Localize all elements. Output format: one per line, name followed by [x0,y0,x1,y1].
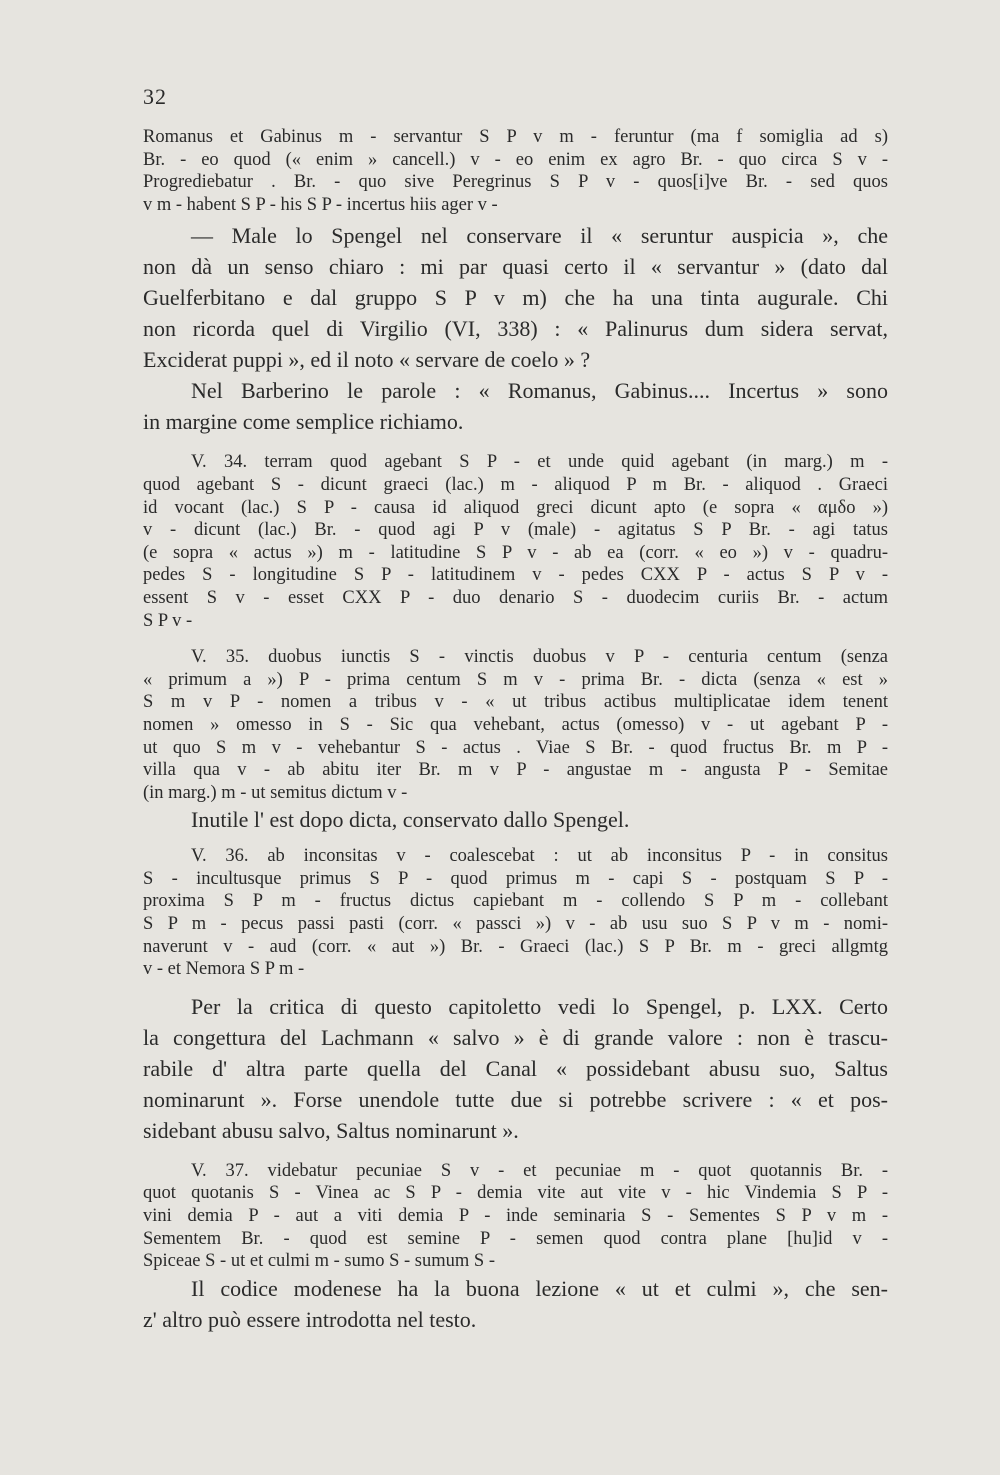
text-line: V. 37. videbatur pecuniae S v - et pecuniae m - quot quotannis Br. - [191,1160,888,1181]
text-line: non dà un senso chiaro : mi par quasi certo il « servantur » (dato dal [143,254,888,280]
text-line: naverunt v - aud (corr. « aut ») Br. - Graeci (lac.) S P Br. m - greci allgmtg [143,936,888,957]
text-line: Spiceae S - ut et culmi m - sumo S - sumum S - [143,1251,495,1272]
text-line: — Male lo Spengel nel conservare il « seruntur auspicia », che [191,223,888,249]
text-line: in margine come semplice richiamo. [143,409,464,435]
text-line: v - et Nemora S P m - [143,959,305,980]
commentary-paragraph [143,1273,888,1335]
text-line: non ricorda quel di Virgilio (VI, 338) : « Palinurus dum sidera servat, [143,316,888,342]
text-line: V. 36. ab inconsitas v - coalescebat : ut ab inconsitus P - in consitus [191,846,888,867]
text-line: S m v P - nomen a tribus v - « ut tribus actibus multiplicatae idem tenent [143,692,888,713]
text-line: V. 35. duobus iunctis S - vinctis duobus v P - centuria centum (senza [191,647,888,668]
text-line: Br. - eo quod (« enim » cancell.) v - eo enim ex agro Br. - quo circa S v - [143,149,888,170]
text-line: Progrediebatur . Br. - quo sive Peregrinus S P v - quos[i]ve Br. - sed quos [143,172,888,193]
text-line: quod agebant S - dicunt graeci (lac.) m - aliquod P m Br. - aliquod . Graeci [143,474,888,495]
text-line: nomen » omesso in S - Sic qua vehebant, actus (omesso) v - ut agebant P - [143,714,888,735]
text-line: Il codice modenese ha la buona lezione « ut et culmi », che sen- [191,1275,888,1301]
text-line: villa qua v - ab abitu iter Br. m v P - angustae m - angusta P - Semitae [143,760,888,781]
text-line: S P m - pecus passi pasti (corr. « passci ») v - ab usu suo S P v m - nomi- [143,914,888,935]
text-line: z' altro può essere introdotta nel testo. [143,1306,477,1332]
text-line: Nel Barberino le parole : « Romanus, Gabinus.... Incertus » sono [191,378,888,404]
text-line: Guelferbitano e dal gruppo S P v m) che ha una tinta augurale. Chi [143,285,888,311]
text-line: Inutile l' est dopo dicta, conservato dallo Spengel. [191,807,630,833]
text-line: Romanus et Gabinus m - servantur S P v m - feruntur (ma f somiglia ad s) [143,127,888,147]
text-line: (in marg.) m - ut semitus dictum v - [143,782,408,803]
commentary-paragraph [143,991,888,1146]
text-line: Exciderat puppi », ed il noto « servare de coelo » ? [143,347,591,373]
text-line: essent S v - esset CXX P - duo denario S - duodecim curiis Br. - actum [143,587,888,608]
text-line: quot quotanis S - Vinea ac S P - demia vite aut vite v - hic Vindemia S P - [143,1183,888,1204]
apparatus-v35 [143,646,888,804]
text-line: proxima S P m - fructus dictus capiebant m - collendo S P m - collebant [143,891,888,912]
text-line: S P v - [143,610,193,631]
text-line: Per la critica di questo capitoletto vedi lo Spengel, p. LXX. Certo [191,993,888,1019]
text-line: v m - habent S P - his S P - incertus hiis ager v - [143,194,498,215]
text-line: S - incultusque primus S P - quod primus m - capi S - postquam S P - [143,868,888,889]
commentary-paragraph [143,375,888,437]
commentary-paragraph [143,804,888,835]
text-line: V. 34. terram quod agebant S P - et unde quid agebant (in marg.) m - [191,452,888,473]
apparatus-v33 [143,126,888,216]
text-line: id vocant (lac.) S P - causa id aliquod greci dicunt apto (e sopra « αμδο ») [143,497,888,518]
text-line: v - dicunt (lac.) Br. - quod agi P v (male) - agitatus S P Br. - agi tatus [143,520,888,541]
text-line: rabile d' altra parte quella del Canal « possidebant abusu suo, Saltus [143,1055,888,1081]
text-line: pedes S - longitudine S P - latitudinem v - pedes CXX P - actus S P v - [143,565,888,586]
page-body [143,126,888,1335]
text-line: la congettura del Lachmann « salvo » è di grande valore : non è trascu- [143,1024,888,1050]
text-line: (e sopra « actus ») m - latitudine S P v - ab ea (corr. « eo ») v - quadru- [143,542,888,563]
apparatus-v37 [143,1160,888,1273]
apparatus-v36 [143,845,888,981]
text-line: Sementem Br. - quod est semine P - semen quod contra plane [hu]id v - [143,1228,888,1249]
apparatus-v34 [143,451,888,632]
text-line: « primum a ») P - prima centum S m v - prima Br. - dicta (senza « est » [143,669,888,690]
text-line: nominarunt ». Forse unendole tutte due si potrebbe scrivere : « et pos- [143,1086,888,1112]
text-line: sidebant abusu salvo, Saltus nominarunt ». [143,1117,519,1143]
text-line: vini demia P - aut a viti demia P - inde seminaria S - Sementes S P v m - [143,1206,888,1227]
commentary-paragraph [143,220,888,375]
text-line: ut quo S m v - vehebantur S - actus . Viae S Br. - quod fructus Br. m P - [143,737,888,758]
page-number: 32 [143,84,167,109]
